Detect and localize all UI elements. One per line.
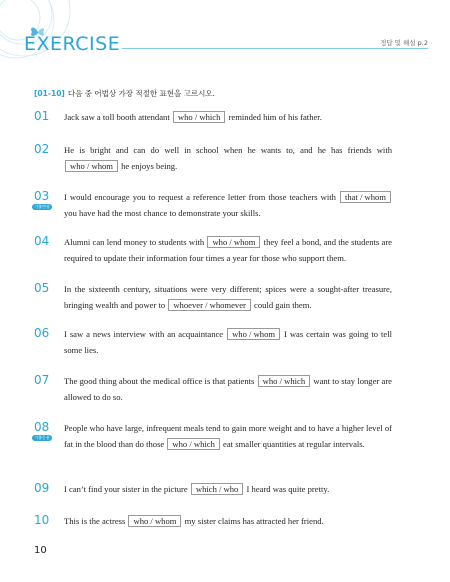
answer-reference: 정답 및 해설 p.2 [380,39,428,47]
header-divider [122,48,428,49]
question-number: 02 [34,142,50,156]
question-text-before: In the sixteenth century, situations were very different; spices were a sought-after treasure, bringing wealth and power to [64,284,392,310]
question-text-after: eat smaller quantities at regular intervals. [220,439,365,449]
question-text-after: he enjoys being. [118,161,178,171]
question-text [64,326,392,358]
question-badge: 기출응용 [32,435,52,441]
question-text-after: they feel a bond, and the students are required to update their information four times a year for those who support them. [64,237,393,263]
question-number: 07 [34,373,50,387]
page-title: EXERCISE [24,33,121,55]
answer-choice-box: whoever / whomever [168,299,251,311]
question-text [64,109,392,125]
question-text [64,481,392,497]
question-text-after: I was certain was going to tell some lies. [64,329,392,355]
question-number: 06 [34,326,50,340]
question-number: 08 [34,420,50,434]
question-text [64,189,392,221]
question-text [64,420,392,452]
question-text [64,281,392,313]
instruction [34,88,215,99]
question-text-before: I would encourage you to request a reference letter from those teachers with [64,192,339,202]
question-text [64,234,392,266]
answer-choice-box: who / which [258,375,311,387]
question-text-after: you have had the most chance to demonstrate your skills. [64,208,261,218]
question-text-before: The good thing about the medical office is that patients [64,376,257,386]
question-number: 03 [34,189,50,203]
question-text-after: reminded him of his father. [226,112,322,122]
question-number: 01 [34,109,50,123]
question-text-after: I heard was quite pretty. [244,484,330,494]
question-text-before: I can’t find your sister in the picture [64,484,190,494]
question-text-before: Alumni can lend money to students with [64,237,207,247]
question-text [64,373,392,405]
question-text-after: my sister claims has attracted her friend. [182,516,324,526]
question-text [64,142,392,174]
question-text-before: I saw a news interview with an acquaintance [64,329,227,339]
question-text [64,513,392,529]
answer-choice-box: which / who [191,483,244,495]
question-number: 05 [34,281,50,295]
answer-choice-box: who / whom [227,328,280,340]
page-number: 10 [34,545,47,556]
question-number: 09 [34,481,50,495]
answer-choice-box: who / which [173,111,226,123]
answer-choice-box: who / whom [65,160,118,172]
question-text-before: This is the actress [64,516,128,526]
question-text-after: want to stay longer are allowed to do so. [64,376,392,402]
answer-choice-box: who / whom [128,515,181,527]
question-range: [01-10] [34,89,65,98]
answer-choice-box: who / whom [207,236,260,248]
answer-choice-box: that / whom [340,191,391,203]
question-number: 10 [34,513,50,527]
answer-choice-box: who / which [167,438,220,450]
question-number: 04 [34,234,50,248]
question-text-before: He is bright and can do well in school when he wants to, and he has friends with [64,145,392,155]
question-text-before: Jack saw a toll booth attendant [64,112,172,122]
instruction-text: 다음 중 어법상 가장 적절한 표현을 고르시오. [67,89,215,98]
question-badge: 기출변형 [32,204,52,210]
question-text-after: could gain them. [251,300,312,310]
question-text-before: People who have large, infrequent meals tend to gain more weight and to have a higher level of fat in the blood than do those [64,423,392,449]
